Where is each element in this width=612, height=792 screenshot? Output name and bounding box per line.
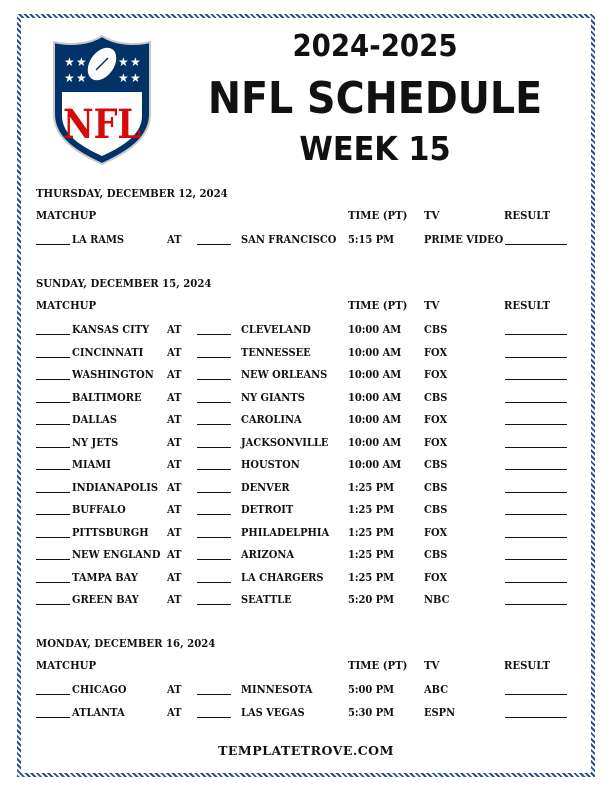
game-time: 1:25 PM [348, 502, 395, 516]
result-header: RESULT [504, 298, 551, 312]
away-team: WASHINGTON [72, 367, 154, 381]
tv-network: PRIME VIDEO [424, 232, 504, 246]
away-pick-line[interactable] [36, 469, 70, 470]
game-time: 10:00 AM [348, 412, 402, 426]
svg-text:★: ★ [130, 55, 141, 69]
home-pick-line[interactable] [197, 334, 231, 335]
game-time: 5:30 PM [348, 704, 395, 719]
game-row [36, 592, 576, 608]
tv-header: TV [424, 658, 440, 672]
game-time: 5:20 PM [348, 592, 395, 606]
at-label: AT [167, 502, 182, 516]
time-header: TIME (PT) [348, 298, 408, 312]
day-heading: SUNDAY, DECEMBER 15, 2024 [36, 276, 212, 290]
away-pick-line[interactable] [36, 424, 70, 425]
time-header: TIME (PT) [348, 658, 408, 672]
game-row [36, 322, 576, 338]
tv-network: CBS [424, 322, 448, 336]
away-pick-line[interactable] [36, 717, 70, 718]
day-heading: MONDAY, DECEMBER 16, 2024 [36, 636, 216, 650]
at-label: AT [167, 367, 182, 381]
away-pick-line[interactable] [36, 537, 70, 538]
away-team: BUFFALO [72, 502, 126, 516]
tv-network: CBS [424, 547, 448, 561]
game-time: 10:00 AM [348, 322, 402, 336]
game-time: 1:25 PM [348, 547, 395, 561]
result-line[interactable] [505, 379, 567, 380]
home-pick-line[interactable] [197, 582, 231, 583]
game-row [36, 390, 576, 406]
game-time: 10:00 AM [348, 434, 402, 449]
tv-network: FOX [424, 569, 448, 584]
svg-text:★: ★ [76, 71, 87, 85]
tv-network: CBS [424, 479, 448, 494]
svg-text:★: ★ [130, 71, 141, 85]
at-label: AT [167, 457, 182, 471]
svg-text:NFL: NFL [63, 101, 141, 148]
away-pick-line[interactable] [36, 357, 70, 358]
game-row [36, 232, 576, 248]
home-team: CLEVELAND [241, 322, 311, 336]
game-time: 10:00 AM [348, 367, 402, 381]
season-title: 2024-2025 [292, 29, 458, 64]
svg-text:★: ★ [76, 55, 87, 69]
home-team: NEW ORLEANS [241, 367, 328, 381]
result-header: RESULT [504, 208, 551, 222]
home-pick-line[interactable] [197, 559, 231, 560]
result-line[interactable] [505, 717, 567, 718]
game-time: 10:00 AM [348, 389, 402, 404]
away-team: PITTSBURGH [72, 524, 149, 539]
at-label: AT [167, 232, 182, 246]
result-line[interactable] [505, 357, 567, 358]
day-heading: THURSDAY, DECEMBER 12, 2024 [36, 186, 228, 200]
home-pick-line[interactable] [197, 357, 231, 358]
at-label: AT [167, 479, 182, 494]
result-line[interactable] [505, 447, 567, 448]
tv-network: FOX [424, 367, 448, 381]
home-team: JACKSONVILLE [241, 434, 329, 449]
home-team: NY GIANTS [241, 389, 305, 404]
svg-text:★: ★ [118, 71, 129, 85]
home-team: SEATTLE [241, 592, 292, 606]
game-row [36, 412, 576, 428]
result-line[interactable] [505, 537, 567, 538]
matchup-header: MATCHUP [36, 658, 97, 672]
result-header: RESULT [504, 658, 551, 672]
tv-network: CBS [424, 457, 448, 471]
away-pick-line[interactable] [36, 379, 70, 380]
game-time: 1:25 PM [348, 479, 395, 494]
tv-network: NBC [424, 592, 450, 606]
away-pick-line[interactable] [36, 582, 70, 583]
game-row [36, 705, 576, 721]
result-line[interactable] [505, 424, 567, 425]
away-pick-line[interactable] [36, 694, 70, 695]
game-row [36, 345, 576, 361]
game-row [36, 435, 576, 451]
game-row [36, 547, 576, 563]
at-label: AT [167, 704, 182, 719]
away-team: CHICAGO [72, 682, 127, 696]
tv-network: FOX [424, 344, 448, 359]
at-label: AT [167, 412, 182, 426]
home-pick-line[interactable] [197, 424, 231, 425]
game-time: 1:25 PM [348, 569, 395, 584]
at-label: AT [167, 592, 182, 606]
tv-network: ESPN [424, 704, 456, 719]
tv-network: FOX [424, 434, 448, 449]
home-team: ARIZONA [241, 547, 295, 561]
time-header: TIME (PT) [348, 208, 408, 222]
away-team: DALLAS [72, 412, 117, 426]
away-team: LA RAMS [72, 232, 125, 246]
result-line[interactable] [505, 604, 567, 605]
week-title: WEEK 15 [299, 129, 451, 168]
away-team: CINCINNATI [72, 344, 144, 359]
away-pick-line[interactable] [36, 492, 70, 493]
home-pick-line[interactable] [197, 604, 231, 605]
at-label: AT [167, 682, 182, 696]
result-line[interactable] [505, 514, 567, 515]
game-time: 5:00 PM [348, 682, 395, 696]
at-label: AT [167, 434, 182, 449]
away-pick-line[interactable] [36, 402, 70, 403]
tv-network: CBS [424, 389, 448, 404]
matchup-header: MATCHUP [36, 298, 97, 312]
home-team: DETROIT [241, 502, 294, 516]
home-pick-line[interactable] [197, 717, 231, 718]
away-team: TAMPA BAY [72, 569, 138, 584]
nfl-shield-logo [50, 34, 154, 166]
away-team: BALTIMORE [72, 389, 142, 404]
home-team: LAS VEGAS [241, 704, 305, 719]
home-team: LA CHARGERS [241, 569, 324, 584]
column-headers [36, 208, 576, 224]
svg-text:★: ★ [64, 71, 75, 85]
away-pick-line[interactable] [36, 244, 70, 245]
home-pick-line[interactable] [197, 514, 231, 515]
away-team: ATLANTA [72, 704, 125, 719]
game-time: 5:15 PM [348, 232, 395, 246]
away-pick-line[interactable] [36, 334, 70, 335]
home-team: DENVER [241, 479, 290, 494]
home-pick-line[interactable] [197, 447, 231, 448]
at-label: AT [167, 524, 182, 539]
result-line[interactable] [505, 582, 567, 583]
home-team: TENNESSEE [241, 344, 311, 359]
at-label: AT [167, 547, 182, 561]
footer-website: TEMPLATETROVE.COM [218, 743, 394, 758]
tv-header: TV [424, 298, 440, 312]
game-row [36, 457, 576, 473]
game-row [36, 682, 576, 698]
matchup-header: MATCHUP [36, 208, 97, 222]
home-team: MINNESOTA [241, 682, 313, 696]
game-time: 1:25 PM [348, 524, 395, 539]
column-headers [36, 658, 576, 674]
game-time: 10:00 AM [348, 344, 402, 359]
at-label: AT [167, 322, 182, 336]
svg-text:★: ★ [64, 55, 75, 69]
away-pick-line[interactable] [36, 604, 70, 605]
game-time: 10:00 AM [348, 457, 402, 471]
game-row [36, 570, 576, 586]
schedule-title: NFL SCHEDULE [207, 73, 543, 124]
home-team: SAN FRANCISCO [241, 232, 337, 246]
home-team: CAROLINA [241, 412, 302, 426]
column-headers [36, 298, 576, 314]
home-pick-line[interactable] [197, 694, 231, 695]
result-line[interactable] [505, 244, 567, 245]
away-pick-line[interactable] [36, 559, 70, 560]
tv-header: TV [424, 208, 440, 222]
home-pick-line[interactable] [197, 402, 231, 403]
home-pick-line[interactable] [197, 492, 231, 493]
away-team: INDIANAPOLIS [72, 479, 159, 494]
home-team: PHILADELPHIA [241, 524, 330, 539]
game-row [36, 525, 576, 541]
away-team: NY JETS [72, 434, 119, 449]
home-pick-line[interactable] [197, 537, 231, 538]
away-team: GREEN BAY [72, 592, 139, 606]
result-line[interactable] [505, 492, 567, 493]
away-team: MIAMI [72, 457, 111, 471]
at-label: AT [167, 389, 182, 404]
tv-network: ABC [424, 682, 449, 696]
game-row [36, 502, 576, 518]
result-line[interactable] [505, 694, 567, 695]
game-row [36, 367, 576, 383]
game-row [36, 480, 576, 496]
result-line[interactable] [505, 402, 567, 403]
result-line[interactable] [505, 469, 567, 470]
home-team: HOUSTON [241, 457, 300, 471]
svg-text:★: ★ [118, 55, 129, 69]
away-pick-line[interactable] [36, 447, 70, 448]
tv-network: FOX [424, 524, 448, 539]
at-label: AT [167, 344, 182, 359]
result-line[interactable] [505, 334, 567, 335]
at-label: AT [167, 569, 182, 584]
home-pick-line[interactable] [197, 379, 231, 380]
home-pick-line[interactable] [197, 244, 231, 245]
tv-network: CBS [424, 502, 448, 516]
result-line[interactable] [505, 559, 567, 560]
away-team: KANSAS CITY [72, 322, 150, 336]
away-team: NEW ENGLAND [72, 547, 161, 561]
tv-network: FOX [424, 412, 448, 426]
away-pick-line[interactable] [36, 514, 70, 515]
home-pick-line[interactable] [197, 469, 231, 470]
